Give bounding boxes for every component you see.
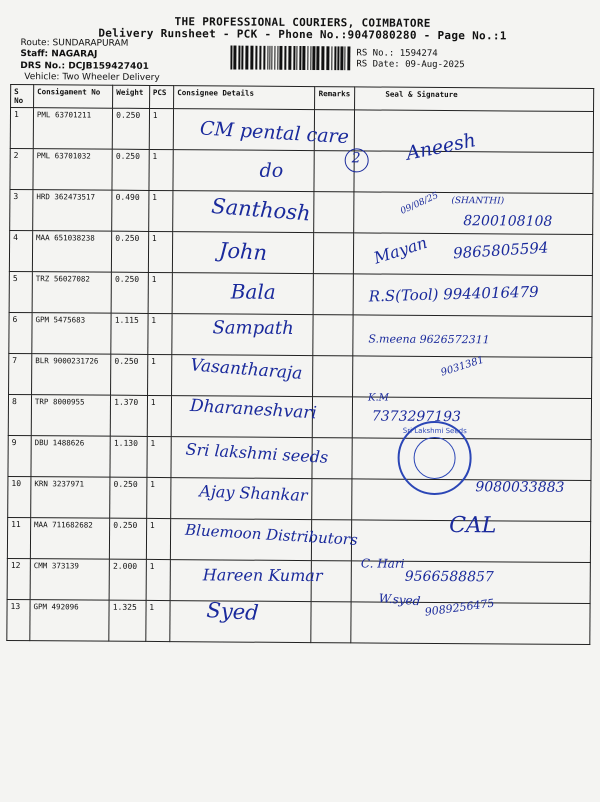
cell-consignment: PML 63701211 <box>33 108 113 150</box>
handwriting-consignee-13: Syed <box>205 598 260 626</box>
cell-remarks <box>314 192 354 233</box>
signature-5: R.S(Tool) 9944016479 <box>368 282 539 306</box>
cell-consignment: GPM 492096 <box>30 600 110 642</box>
handwriting-consignee-8: Dharaneshvari <box>189 395 318 424</box>
cell-weight: 0.250 <box>112 149 149 190</box>
signature-1: Aneesh <box>404 129 478 165</box>
cell-consignment: KRN 3237971 <box>31 477 111 519</box>
handwriting-consignee-4: John <box>218 238 268 266</box>
cell-consignment: MAA 651038238 <box>32 231 112 273</box>
cell-remarks <box>312 479 352 520</box>
cell-pcs: 1 <box>146 559 171 600</box>
handwriting-consignee-9: Sri lakshmi seeds <box>185 439 329 467</box>
cell-sno: 7 <box>9 353 32 394</box>
signature-8-name: K.M <box>367 392 389 404</box>
cell-sno: 2 <box>10 148 33 189</box>
cell-pcs: 1 <box>146 600 171 641</box>
cell-consignment: GPM 5475683 <box>32 313 112 355</box>
staff-label: Staff: <box>20 49 49 60</box>
cell-pcs: 1 <box>146 477 171 518</box>
signature-6: S.meena 9626572311 <box>368 332 490 347</box>
drs-label: DRS No.: <box>20 61 66 72</box>
cell-weight: 0.250 <box>112 108 149 149</box>
cell-consignment: TRZ 56027082 <box>32 272 112 314</box>
cell-consignment: BLR 9000231726 <box>31 354 111 396</box>
circled-number <box>345 148 369 172</box>
cell-consignment: PML 63701032 <box>33 149 113 191</box>
cell-weight: 0.250 <box>110 518 147 559</box>
handwriting-consignee-10: Ajay Shankar <box>198 481 308 505</box>
handwriting-consignee-12: Hareen Kumar <box>202 565 323 586</box>
cell-remarks <box>313 315 353 356</box>
cell-pcs: 1 <box>147 354 172 395</box>
handwriting-consignee-1: CM pental care <box>199 117 350 149</box>
cell-remarks <box>313 397 353 438</box>
rs-date: RS Date: 09-Aug-2025 <box>356 59 465 71</box>
cell-remarks <box>313 356 353 397</box>
cell-sno: 10 <box>8 476 31 517</box>
col-remarks: Remarks <box>315 87 355 110</box>
cell-consignment: TRP 8000955 <box>31 395 111 437</box>
col-weight: Weight <box>113 85 150 108</box>
cell-remarks <box>314 274 354 315</box>
cell-pcs: 1 <box>146 518 171 559</box>
cell-weight: 1.115 <box>111 313 148 354</box>
drs-line <box>20 61 149 73</box>
cell-weight: 0.250 <box>111 272 148 313</box>
signature-13-phone: 9089256475 <box>424 596 496 619</box>
signature-3-phone: 8200108108 <box>463 213 553 230</box>
route-label: Route: <box>20 38 50 49</box>
vehicle-label: Vehicle: <box>24 72 60 83</box>
table-row <box>10 148 593 193</box>
cell-sno: 4 <box>9 230 32 271</box>
rs-number: RS No.: 1594274 <box>356 48 438 59</box>
barcode <box>230 46 350 71</box>
signature-10: 9080033883 <box>475 479 565 496</box>
cell-weight: 2.000 <box>109 559 146 600</box>
cell-pcs: 1 <box>148 190 173 231</box>
cell-weight: 1.370 <box>110 395 147 436</box>
staff-line <box>20 49 97 61</box>
cell-pcs: 1 <box>147 436 172 477</box>
col-consignee: Consignee Details <box>174 86 316 110</box>
cell-pcs: 1 <box>149 108 174 149</box>
handwriting-consignee-2: do <box>259 159 284 182</box>
cell-sno: 9 <box>8 435 31 476</box>
cell-pcs: 1 <box>147 395 172 436</box>
cell-weight: 0.490 <box>112 190 149 231</box>
cell-weight: 1.325 <box>109 600 146 641</box>
signature-3-name: (SHANTHI) <box>451 196 505 207</box>
stamp-text: Sri Lakshmi Seeds <box>402 426 467 436</box>
cell-sno: 8 <box>8 394 31 435</box>
cell-sno: 6 <box>9 312 32 353</box>
runsheet-subtitle: Delivery Runsheet - PCK - Phone No.:9047080280 - Page No.:1 <box>98 26 507 43</box>
signature-12-phone: 9566588857 <box>404 568 494 586</box>
cell-remarks <box>311 602 351 643</box>
cell-weight: 1.130 <box>110 436 147 477</box>
cell-sno: 13 <box>7 599 30 640</box>
company-title: THE PROFESSIONAL COURIERS, COIMBATORE <box>174 15 431 30</box>
route-line <box>20 38 128 50</box>
signature-4-name: Mayan <box>371 232 430 268</box>
rs-info <box>356 48 465 71</box>
cell-signature <box>351 150 593 194</box>
handwriting-consignee-11: Bluemoon Distributors <box>184 520 359 549</box>
table-row <box>7 599 590 644</box>
company-stamp <box>397 421 472 496</box>
cell-pcs: 1 <box>148 231 173 272</box>
handwriting-consignee-3: Santhosh <box>210 193 312 226</box>
signature-11: CAL <box>449 513 497 539</box>
signature-13-name: W.syed <box>378 591 421 609</box>
cell-pcs: 1 <box>148 272 173 313</box>
cell-consignee <box>173 150 315 192</box>
signature-3-date: 09/08/25 <box>399 190 441 217</box>
cell-remarks <box>314 233 354 274</box>
cell-sno: 12 <box>7 558 30 599</box>
signature-8-phone: 7373297193 <box>371 408 462 426</box>
cell-sno: 5 <box>9 271 32 312</box>
handwriting-consignee-6: Sampath <box>212 317 294 339</box>
col-signature: Seal & Signature <box>355 87 594 112</box>
signature-4-phone: 9865805594 <box>452 238 549 263</box>
vehicle-value: Two Wheeler Delivery <box>62 72 160 84</box>
circled-number-text: 2 <box>351 150 361 167</box>
cell-weight: 0.250 <box>110 477 147 518</box>
handwriting-consignee-5: Bala <box>230 279 276 304</box>
cell-consignment: MAA 711682682 <box>30 518 110 560</box>
drs-value: DCJB159427401 <box>68 61 149 72</box>
cell-consignment: CMM 373139 <box>30 559 110 601</box>
cell-signature <box>352 438 591 481</box>
cell-pcs: 1 <box>149 149 174 190</box>
col-sno: S No <box>11 84 34 107</box>
col-consignment: Consigament No <box>33 85 112 109</box>
cell-sno: 11 <box>7 517 30 558</box>
cell-weight: 0.250 <box>112 231 149 272</box>
route-value: SUNDARAPURAM <box>52 38 129 49</box>
table-row <box>9 312 592 357</box>
cell-sno: 3 <box>10 189 33 230</box>
col-pcs: PCS <box>149 85 174 108</box>
cell-pcs: 1 <box>148 313 173 354</box>
vehicle-line <box>24 72 160 84</box>
cell-sno: 1 <box>10 107 33 148</box>
signature-12-name: C. Hari <box>360 556 405 571</box>
staff-value: NAGARAJ <box>51 49 98 60</box>
cell-weight: 0.250 <box>111 354 148 395</box>
handwriting-consignee-7: Vasantharaja <box>189 355 304 384</box>
cell-consignment: DBU 1488626 <box>31 436 111 478</box>
cell-consignment: HRD 362473517 <box>33 190 113 232</box>
signature-7: 9031381 <box>439 354 486 379</box>
stamp-inner-ring <box>413 437 455 479</box>
